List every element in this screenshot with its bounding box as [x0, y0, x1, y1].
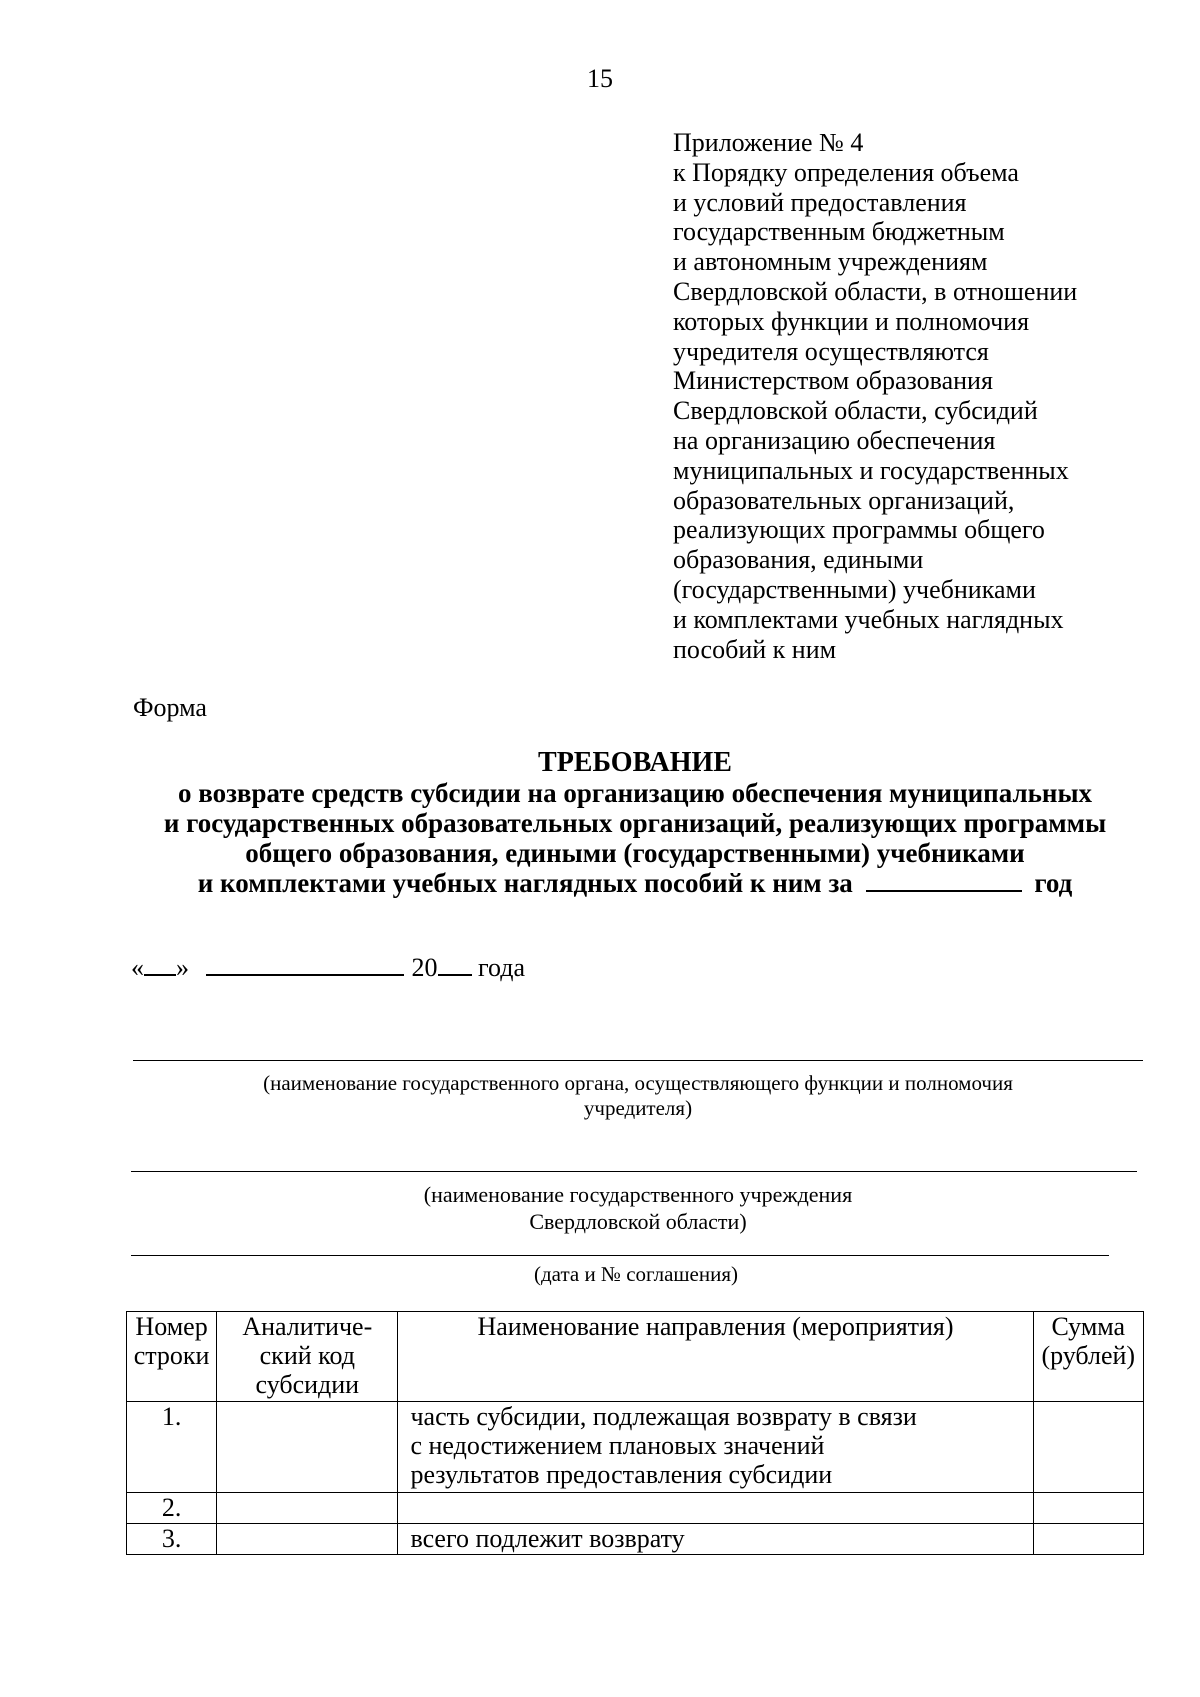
cell-sum[interactable]: [1033, 1402, 1143, 1493]
title-line: о возврате средств субсидии на организацию обеспечения муниципальных: [177, 778, 1093, 808]
header-text: Наименование направления (мероприятия): [477, 1312, 954, 1341]
header-text: Сумма: [1051, 1312, 1126, 1341]
cell-text: результатов предоставления субсидии: [410, 1460, 833, 1489]
month-blank[interactable]: [206, 973, 404, 976]
institution-caption: [133, 1181, 1143, 1235]
header-text: субсидии: [255, 1370, 360, 1399]
founder-caption-line: (наименование государственного органа, осуществляющего функции и полномочия: [263, 1071, 1013, 1095]
header-text: Номер: [135, 1312, 208, 1341]
agreement-line[interactable]: [131, 1255, 1109, 1256]
appendix-line: учредителя осуществляются: [673, 336, 989, 366]
form-label: Форма: [133, 693, 207, 722]
header-analytic-code: [217, 1312, 398, 1402]
appendix-line: и комплектами учебных наглядных: [673, 604, 1064, 634]
institution-caption-line: (наименование государственного учреждения: [423, 1182, 853, 1207]
institution-caption-line: Свердловской области): [529, 1209, 747, 1234]
title-line4-suffix: год: [1034, 868, 1073, 898]
appendix-line: образовательных организаций,: [673, 485, 1015, 515]
header-direction-name: [398, 1312, 1033, 1402]
appendix-line: Свердловской области, в отношении: [673, 276, 1078, 306]
header-text: строки: [133, 1341, 210, 1370]
title-line4-prefix: и комплектами учебных наглядных пособий к ним за: [197, 868, 853, 898]
appendix-line: которых функции и полномочия: [673, 306, 1030, 336]
agreement-caption: (дата и № соглашения): [533, 1262, 739, 1286]
title-line: общего образования, едиными (государственными) учебниками: [245, 838, 1025, 868]
appendix-line: к Порядку определения объема: [673, 157, 1019, 187]
founder-caption-line: учредителя): [583, 1096, 693, 1120]
header-row-number: [127, 1312, 217, 1402]
appendix-block: [673, 128, 1077, 664]
header-text: (рублей): [1041, 1341, 1136, 1370]
institution-name-line[interactable]: [131, 1171, 1137, 1172]
cell-direction-name[interactable]: [398, 1493, 1033, 1524]
cell-text: часть субсидии, подлежащая возврату в связи: [410, 1402, 917, 1431]
cell-direction-name: всего подлежит возврату: [398, 1524, 1033, 1555]
appendix-line: и автономным учреждениям: [673, 247, 988, 277]
title-line-with-year: [130, 868, 1140, 898]
table-row: [127, 1524, 1144, 1555]
cell-direction-name: [398, 1402, 1033, 1493]
day-blank[interactable]: [144, 973, 176, 976]
cell-row-number: 3.: [127, 1524, 217, 1555]
founder-caption: [133, 1071, 1143, 1121]
cell-code[interactable]: [217, 1524, 398, 1555]
year-prefix: 20: [411, 953, 438, 982]
cell-text: с недостижением плановых значений: [410, 1431, 825, 1460]
year-digits-blank[interactable]: [438, 973, 472, 976]
cell-sum[interactable]: [1033, 1493, 1143, 1524]
appendix-line: Министерством образования: [673, 366, 993, 396]
appendix-line: и условий предоставления: [673, 187, 967, 217]
appendix-line: Свердловской области, субсидий: [673, 396, 1038, 426]
date-line: [131, 953, 525, 983]
document-title: [130, 748, 1140, 898]
title-line: и государственных образовательных организаций, реализующих программы: [163, 808, 1107, 838]
appendix-line: на организацию обеспечения: [673, 425, 996, 455]
appendix-line: (государственными) учебниками: [673, 574, 1036, 604]
title-heading: ТРЕБОВАНИЕ: [538, 747, 732, 778]
header-text: Аналитиче-: [242, 1312, 373, 1341]
appendix-line: муниципальных и государственных: [673, 455, 1069, 485]
appendix-line: Приложение № 4: [673, 128, 864, 157]
cell-sum[interactable]: [1033, 1524, 1143, 1555]
refund-table: [126, 1311, 1144, 1555]
founder-name-line[interactable]: [133, 1060, 1143, 1061]
appendix-line: реализующих программы общего: [673, 515, 1045, 545]
table-header-row: [127, 1312, 1144, 1402]
cell-row-number: 1.: [127, 1402, 217, 1493]
appendix-line: пособий к ним: [673, 634, 837, 664]
appendix-line: образования, едиными: [673, 545, 924, 575]
page-number: 15: [587, 64, 613, 93]
year-suffix: года: [478, 953, 526, 982]
header-sum: [1033, 1312, 1143, 1402]
cell-code[interactable]: [217, 1402, 398, 1493]
table-row: [127, 1402, 1144, 1493]
year-blank[interactable]: [866, 889, 1022, 892]
close-quote: »: [176, 953, 189, 982]
header-text: ский код: [259, 1341, 355, 1370]
open-quote: «: [131, 953, 144, 982]
cell-row-number: 2.: [127, 1493, 217, 1524]
appendix-line: государственным бюджетным: [673, 217, 1005, 247]
table-row: [127, 1493, 1144, 1524]
cell-code[interactable]: [217, 1493, 398, 1524]
